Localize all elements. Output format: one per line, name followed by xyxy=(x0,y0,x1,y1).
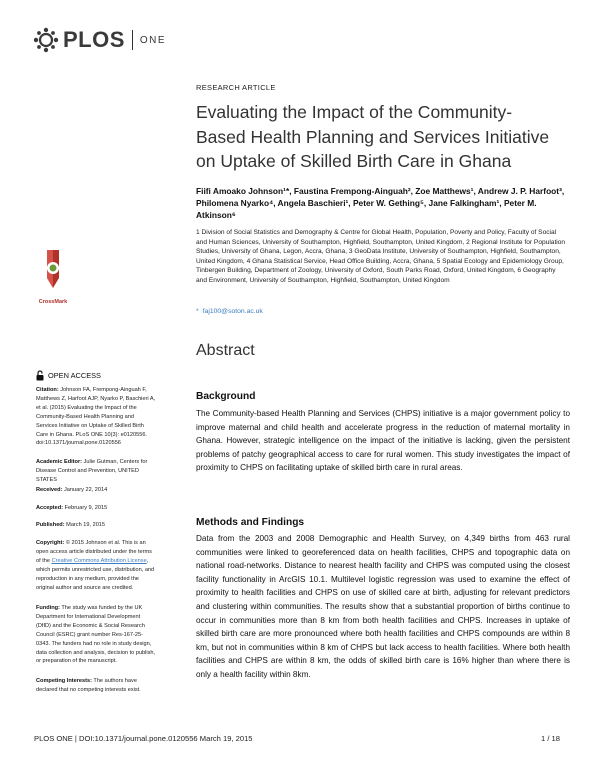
crossmark-label: CrossMark xyxy=(38,299,68,305)
crossmark-icon xyxy=(38,248,68,292)
open-access-label: OPEN ACCESS xyxy=(48,371,101,380)
open-access-badge xyxy=(36,370,101,381)
published-date: March 19, 2015 xyxy=(66,522,106,528)
competing-interests-block xyxy=(36,677,156,695)
article-title: Evaluating the Impact of the Community-Based Health Planning and Services Initiative on Uptake of Skilled Birth Care in Ghana xyxy=(196,102,550,171)
citation-block xyxy=(36,386,156,448)
copyright-label: Copyright: xyxy=(36,540,65,546)
received-block xyxy=(36,486,156,495)
methods-text: Data from the 2003 and 2008 Demographic and Health Survey, on 4,349 births from 463 rural communities were linked to georeferenced data on health facilities, CHPS and topographic data on national road-networks. Distance to nearest health facility and CHPS was computed using the closest facility functionality in ArcGIS 10.1. Multilevel logistic regression was used to examine the effect of proximity to health facilities and CHPS on use of skilled care at birth, adjusting for relevant predictors and clustering within communities. The results show that a substantial proportion of births continue to occur in communities more than 8 km from both health facilities and CHPS. Increases in uptake of skilled birth care are more pronounced where both health facilities and CHPS compounds are within 8 km, but not in communities within 8 km of CHPS but lack access to health facilities. Where both health facilities and CHPS are within 8 km, the odds of skilled birth care is 16% higher than where there is only a health facility within 8km. xyxy=(196,534,570,679)
affiliations: 1 Division of Social Statistics and Demography & Centre for Global Health, Population, Poverty and Policy, Faculty of Social and Human Sciences, University of Southampton, Highfield, Southampton, United Kingdom, 2 Regional Institute for Population Studies, University of Ghana, Legon, Accra, Ghana, 3 GeoData Institute, University of Southampton, Highfield, Southampton, United Kingdom, 4 Ghana Statistical Service, Head Office Building, Accra, Ghana, 5 Spatial Ecology and Epidemiology Group, Tinbergen Building, Department of Zoology, University of Oxford, South Parks Road, Oxford, United Kingdom, 6 Geography and Environment, University of Southampton, Highfield, Southampton, United Kingdom xyxy=(196,229,566,284)
editor-block xyxy=(36,458,156,485)
received-label: Received: xyxy=(36,487,63,493)
published-label: Published: xyxy=(36,522,65,528)
logo-text: PLOS xyxy=(63,27,125,52)
funding-block xyxy=(36,604,156,666)
received-date: January 22, 2014 xyxy=(64,487,108,493)
journal-name: ONE xyxy=(139,34,167,46)
background-text: The Community-based Health Planning and Services (CHPS) initiative is a major government policy to improve maternal and child health and accelerate progress in the reduction of maternal mortality in Ghana. However, strategic intelligence on the impact of the initiative is lacking, given the persistent problems of patchy geographical access to care for rural women. This study investigates the impact of proximity to CHPS on facilitating uptake of skilled birth care in rural areas. xyxy=(196,409,570,473)
open-lock-icon xyxy=(36,370,44,381)
copyright-text: © 2015 Johnson et al. This is an open access article distributed under the terms of the xyxy=(36,540,152,564)
funding-label: Funding: xyxy=(36,605,60,611)
author-list: Fiifi Amoako Johnson¹*, Faustina Frempong-Ainguah², Zoe Matthews¹, Andrew J. P. Harfoot³, Philomena Nyarko⁴, Angela Baschieri¹, Peter W. Gething⁵, Jane Falkingham¹, Peter M. Atkinson⁶ xyxy=(196,186,565,220)
plos-one-logo[interactable] xyxy=(33,26,166,54)
published-block xyxy=(36,521,156,530)
email-link[interactable]: faj100@soton.ac.uk xyxy=(202,308,263,315)
methods-heading: Methods and Findings xyxy=(196,517,305,528)
citation-label: Citation: xyxy=(36,387,59,393)
copyright-text-end: , which permits unrestricted use, distribution, and reproduction in any medium, provided the original author and source are credited. xyxy=(36,557,155,591)
crossmark-badge[interactable] xyxy=(36,248,70,305)
license-link[interactable]: Creative Commons Attribution License xyxy=(51,557,147,564)
logo-divider xyxy=(132,30,133,50)
accepted-block xyxy=(36,504,156,513)
editor-label: Academic Editor: xyxy=(36,459,83,465)
plos-logo-icon xyxy=(33,27,59,53)
corresponding-email xyxy=(196,308,263,315)
editor-text: Julie Gutman, Centers for Disease Control and Prevention, UNITED STATES xyxy=(36,459,148,483)
citation-text: Johnson FA, Frempong-Ainguah F, Matthews Z, Harfoot AJP, Nyarko P, Baschieri A, et al. (2015) Evaluating the Impact of the Community-Based Health Planning and Services Initiative on Uptake of Skilled Birth Care in Ghana. PLoS ONE 10(3): e0120556. doi:10.1371/journal.pone.0120556 xyxy=(36,387,156,447)
accepted-date: February 9, 2015 xyxy=(64,505,108,511)
footer-citation: PLOS ONE | DOI:10.1371/journal.pone.0120556 March 19, 2015 xyxy=(34,734,253,743)
article-type: RESEARCH ARTICLE xyxy=(196,83,276,92)
abstract-heading: Abstract xyxy=(196,342,255,359)
funding-text: The study was funded by the UK Department for International Development (DfID) and the Economic & Social Research Council (ESRC) grant number Res-167-25-0343. The funders had no role in study design, data collection and analysis, decision to publish, or preparation of the manuscript. xyxy=(36,605,156,665)
page-number: 1 / 18 xyxy=(541,734,560,743)
copyright-block xyxy=(36,539,156,592)
competing-text: The authors have declared that no competing interests exist. xyxy=(36,678,141,693)
email-marker: * xyxy=(196,308,199,315)
competing-label: Competing Interests: xyxy=(36,678,92,684)
background-heading: Background xyxy=(196,391,256,402)
accepted-label: Accepted: xyxy=(36,505,64,511)
